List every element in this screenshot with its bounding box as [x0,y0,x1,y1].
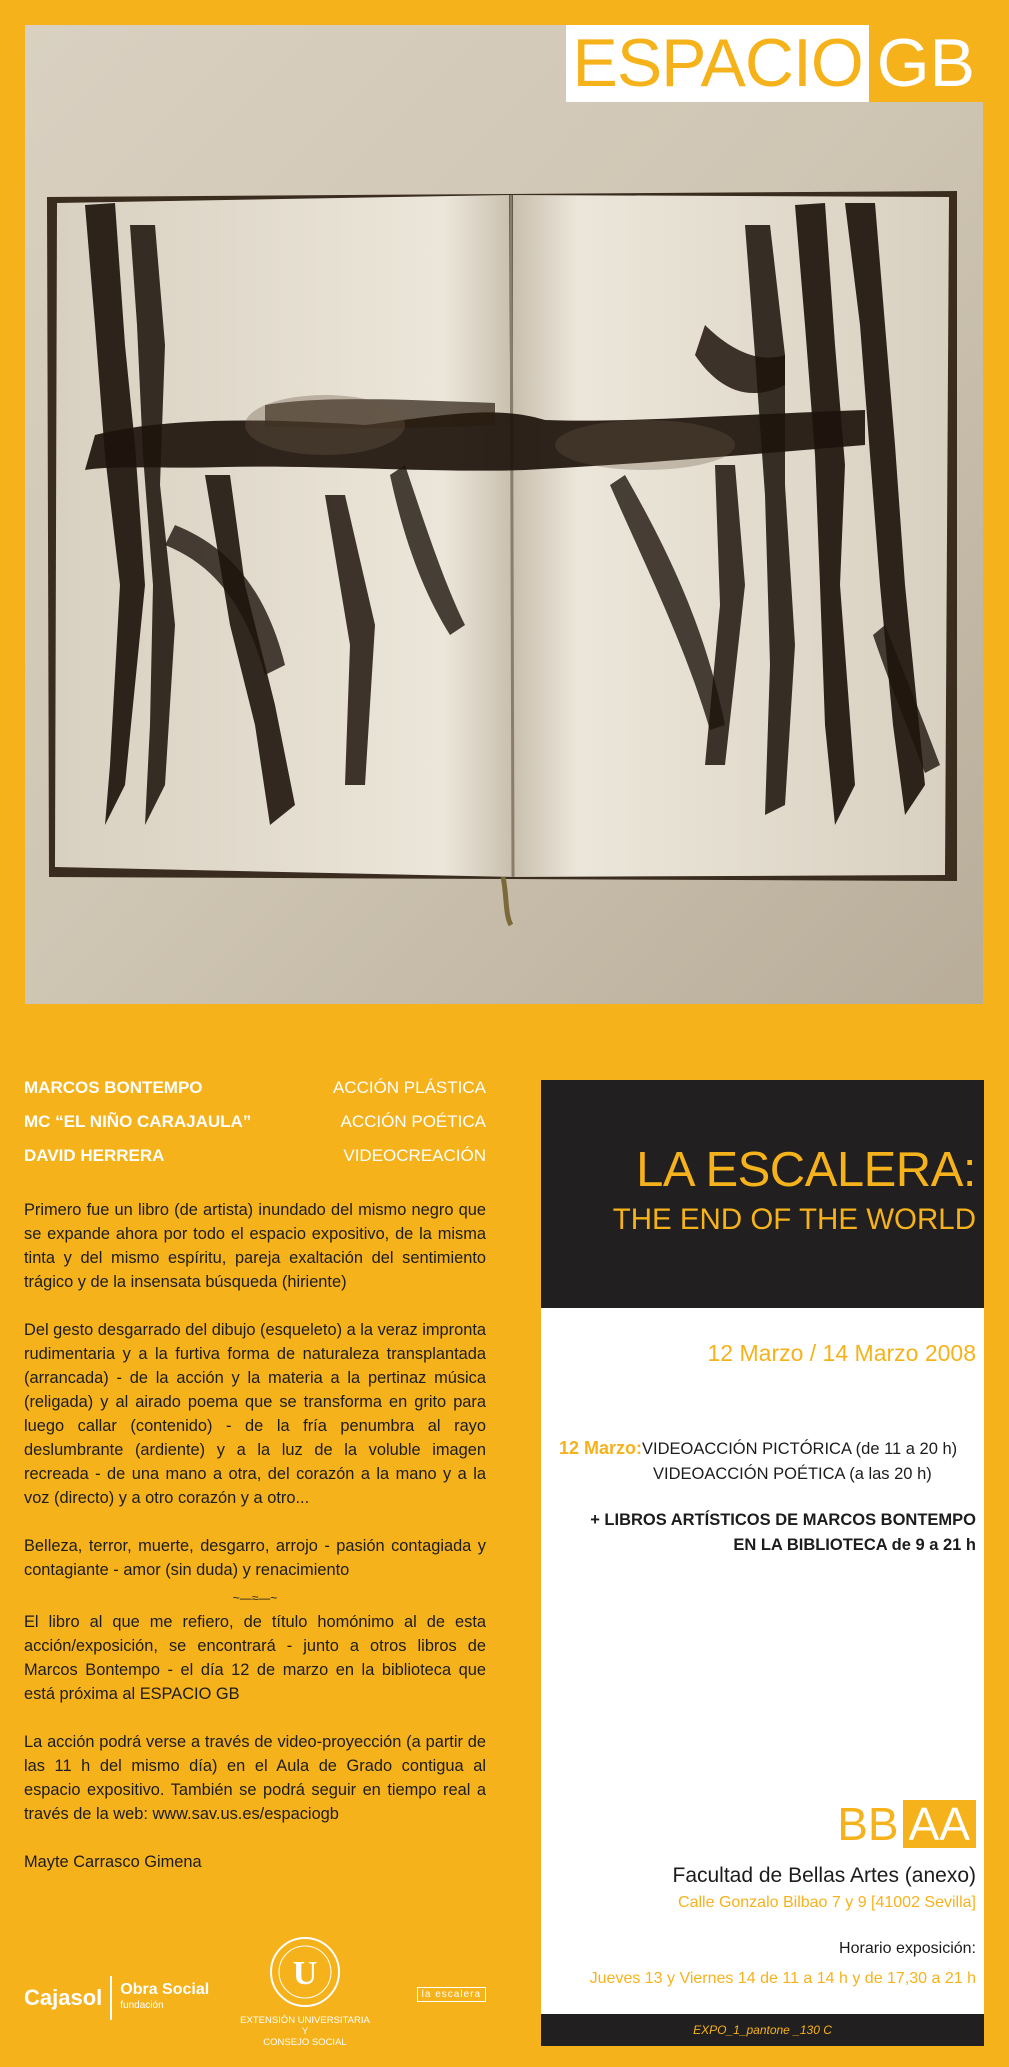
third-sponsor-logo [364,1984,486,2002]
fundacion-label: fundación [120,2000,164,2011]
bbaa-part-1: BB [837,1798,899,1850]
credit-row [24,1107,486,1137]
books-notice [590,1508,976,1558]
hours-label: Horario exposición: [839,1940,976,1957]
third-sponsor-name: la escalera [417,1987,486,2002]
panel-footer: EXPO_1_pantone _130 C [541,2014,984,2046]
venue-name: Facultad de Bellas Artes (anexo) [672,1864,976,1887]
paragraph: El libro al que me refiero, de título homónimo al de esta acción/exposición, se encontrará - junto a otros libros de Marcos Bontempo - el día 12 de marzo en la biblioteca que está próxima al ESPACIO GB [24,1613,486,1703]
books-line-2: EN LA BIBLIOTECA de 9 a 21 h [733,1536,976,1554]
university-line-2: Y [301,2026,309,2037]
artwork-photo [25,25,983,1004]
author-signature: Mayte Carrasco Gimena [24,1853,202,1871]
university-seal-icon [265,1932,345,2012]
cajasol-name: Cajasol [24,1985,103,2010]
panel-header [541,1080,984,1308]
paragraph: La acción podrá verse a través de video-proyección (a partir de las 11 h del mismo día) en el Aula de Grado contigua al espacio expositivo. También se podrá seguir en tiempo real a través de la web: www.sav.us.es/espaciogb [24,1733,486,1823]
credit-role: ACCIÓN PLÁSTICA [332,1078,486,1097]
schedule [559,1436,957,1487]
open-book-drawing [25,25,983,1004]
espacio-gb-logo [566,25,983,102]
separator-ornament: ~—≈—~ [232,1591,278,1605]
paragraph: Belleza, terror, muerte, desgarro, arrojo - pasión contagiada y contagiante - amor (sin duda) y renacimiento [24,1537,486,1579]
venue-address: Calle Gonzalo Bilbao 7 y 9 [41002 Sevilla] [678,1894,976,1911]
credit-name: MC “EL NIÑO CARAJAULA” [24,1112,252,1131]
bbaa-logo [837,1800,976,1848]
opening-hours: Jueves 13 y Viernes 14 de 11 a 14 h y de 17,30 a 21 h [589,1970,976,1987]
credit-row [24,1073,486,1103]
schedule-item: VIDEOACCIÓN POÉTICA (a las 20 h) [653,1465,932,1483]
body-text [24,1198,486,1898]
credit-role: ACCIÓN POÉTICA [340,1112,486,1131]
books-line-1: + LIBROS ARTÍSTICOS DE MARCOS BONTEMPO [590,1511,976,1529]
event-dates: 12 Marzo / 14 Marzo 2008 [707,1340,976,1366]
credit-name: MARCOS BONTEMPO [24,1078,203,1097]
bbaa-part-2: AA [903,1800,976,1848]
logo-divider [110,1976,112,2020]
sponsor-logos [24,1932,486,2047]
credit-row [24,1141,486,1171]
logo-part-2: GB [869,25,983,102]
university-line-1: EXTENSIÓN UNIVERSITARIA [240,2015,370,2026]
paragraph: Del gesto desgarrado del dibujo (esqueleto) a la veraz impronta rudimentaria y a la furtiva forma de naturaleza transplantada (arrancada) - de la acción y la materia a la pertinaz música (religada) y al airado poema que se transforma en grito para luego callar (contenido) - de la fría penumbra al rayo deslumbrante (ardiente) y a la luz de la voluble imagen recreada - de una mano a otra, del corazón a la mano y a la voz (directo) y a otro corazón y a otro... [24,1321,486,1507]
credit-name: DAVID HERRERA [24,1146,165,1165]
schedule-item: VIDEOACCIÓN PICTÓRICA (de 11 a 20 h) [642,1440,958,1458]
university-line-3: CONSEJO SOCIAL [263,2037,347,2048]
schedule-day: 12 Marzo: [559,1438,643,1458]
event-title: LA ESCALERA: [636,1143,976,1197]
credit-role: VIDEOCREACIÓN [343,1146,486,1165]
logo-part-1: ESPACIO [566,25,868,102]
paragraph: Primero fue un libro (de artista) inundado del mismo negro que se expande ahora por todo el espacio expositivo, de la misma tinta y del mismo espíritu, pareja exaltación del sentimiento trágico y de la insensata búsqueda (hiriente) [24,1201,486,1291]
obra-social-label: Obra Social [120,1981,210,1998]
event-info-panel [541,1080,984,2046]
svg-text:U: U [292,1955,318,1992]
cajasol-logo [24,1976,209,2020]
event-subtitle: THE END OF THE WORLD [612,1203,976,1236]
